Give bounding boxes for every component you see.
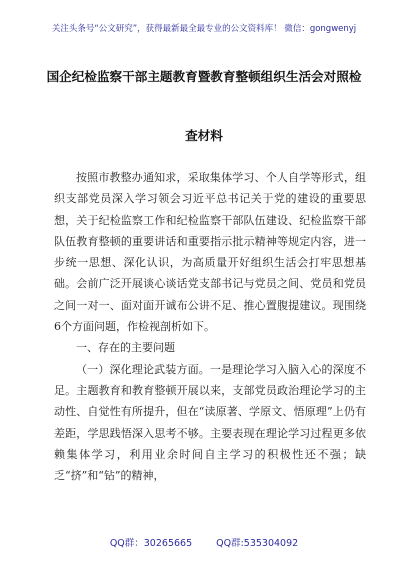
header-banner: 关注头条号“公文研究”，获得最新最全最专业的公文资料库！ 微信：gongwenyj: [51, 24, 357, 34]
footer-qq-group-1: QQ群：30265665: [109, 538, 193, 549]
footer-contact: [0, 535, 408, 549]
subsection-paragraph: （一）深化理论武装方面。一是理论学习入脑入心的深度不足。主题教育和教育整顿开展以来，支部党员政治理论学习的主动性、自觉性有所提升，但在“读原著、学原文、悟原理”上仍有差距，学思践悟深入思考不够。主要表现在理论学习过程更多依赖集体学习，利用业余时间自主学习的积极性还不强；缺乏“挤”和“钻”的精神，: [54, 362, 366, 483]
footer-qq-group-2: QQ群:535304092: [216, 538, 299, 549]
document-title-line1: 国企纪检监察干部主题教育暨教育整顿组织生活会对照检: [46, 69, 362, 84]
intro-paragraph: 按照市教整办通知求，采取集体学习、个人自学等形式，组织支部党员深入学习领会习近平总书记关于党的建设的重要思想，关于纪检监察工作和纪检监察干部队伍建设、纪检监察干部队伍教育整顿的重要讲话和重要指示批示精神等规定内容，进一步统一思想、深化认识，为高质量开好组织生活会打牢思想基础。会前广泛开展谈心谈话党支部书记与党员之间、党员和党员之间一对一、面对面开诚布公讲不足、推心置腹提建议。现围绕6个方面问题，作检视剖析如下。: [54, 171, 366, 334]
section-heading: 一、存在的主要问题: [76, 341, 175, 355]
document-title-line2: 查材料: [185, 128, 223, 143]
document-body: [54, 167, 366, 486]
